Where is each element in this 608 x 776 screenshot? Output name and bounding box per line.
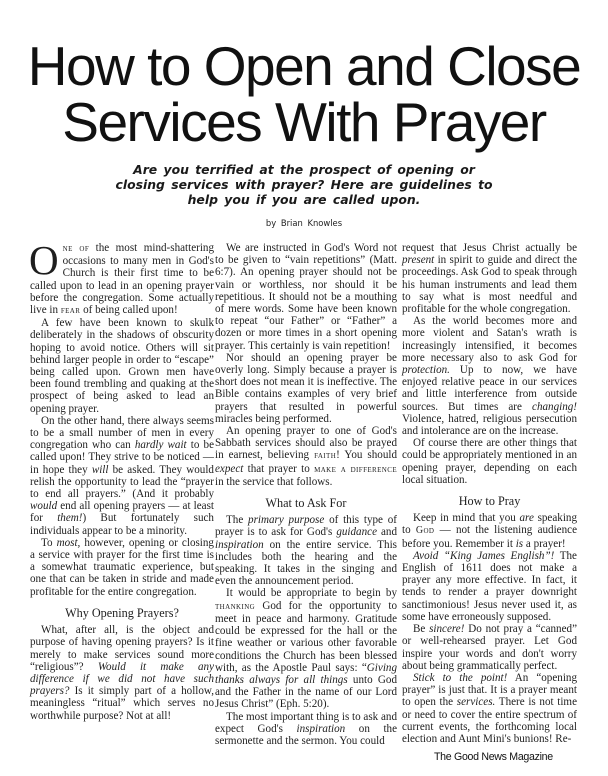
title-line-2: Services With Prayer	[62, 91, 546, 153]
paragraph: The most important thing is to ask and expect God's inspiration on the sermonette and the sermon. You could	[215, 710, 398, 747]
paragraph: One of the most mind-shattering occasions to many men in God's Church is their first time to be called upon to lead in an opening prayer before the congregation. Some actually live in fear of being called upon!	[29, 237, 214, 317]
paragraph: As the world becomes more and more violent and Satan's wrath is increasingly intensified, it becomes more necessary also to ask God for protection. Up to now, we have enjoyed relative peace in our services and little interference from outside sources. But times are changing! Violence, hatred, religious persecution and intolerance are on the increase.	[402, 315, 577, 438]
paragraph: To most, however, opening or closing a service with prayer for the first time is a somewhat traumatic experience, but one that can be taken in stride and made profitable for the entire congregation.	[30, 536, 214, 598]
subheading-how-to-pray: How to Pray	[458, 494, 521, 509]
paragraph: Of course there are other things that could be appropriately mentioned in an opening prayer, depending on each local situation.	[402, 437, 577, 486]
subheading-what-to-ask-for: What to Ask For	[265, 496, 347, 511]
paragraph: The primary purpose of this type of prayer is to ask for God's guidance and inspiration on the entire service. This includes both the hearing and the speaking. It takes in the singing and even the announcement period.	[215, 514, 397, 588]
article-title	[0, 35, 608, 153]
paragraph: Be sincere! Do not pray a “canned” or well-rehearsed prayer. Let God inspire your words and don't worry about being grammatically perfect.	[402, 623, 577, 672]
byline: by Brian Knowles	[265, 218, 343, 228]
paragraph: An opening prayer to one of God's Sabbath services should also be prayed in earnest, believing faith! You should expect that prayer to make a difference in the service that follows.	[215, 425, 397, 488]
paragraph: A few have been known to skulk deliberately in the shadows of obscurity hoping to avoid notice. Others will sit behind larger people in order to “escape” being called upon. Grown men have been found trembling and quaking at the prospect of being asked to lead an opening prayer.	[30, 317, 214, 415]
paragraph: request that Jesus Christ actually be present in spirit to guide and direct the proceedings. Ask God to speak through his human instruments and lead them to say what is most needful and profitable for the whole congregation.	[402, 242, 578, 316]
column-1	[29, 237, 215, 722]
paragraph: On the other hand, there always seems to be a small number of men in every congregation who can hardly wait to be called upon! They strive to be noticed — in hope they will be asked. They would relish the opportunity to lead the “prayer to end all prayers.” (And it probably would end all opening prayers — at least for them!) But fortunately such individuals appear to be a minority.	[30, 414, 215, 537]
paragraph: What, after all, is the object and purpose of having opening prayers? Is it merely to make services sound more “religious”? Would it make any difference if we did not have such prayers? Is it simply part of a hollow, meaningless “ritual” which serves no worthwhile purpose? Not at all!	[30, 624, 214, 722]
column-2	[215, 242, 397, 747]
subheading-why-opening-prayers: Why Opening Prayers?	[65, 605, 179, 620]
paragraph: Stick to the point! An “opening prayer” is just that. It is a prayer meant to open the services. There is not time or need to cover the entire spectrum of current events, the forthcoming local election and Aunt Mini's bunions! Re-	[402, 671, 577, 745]
paragraph: Keep in mind that you are speaking to God — not the listening audience before you. Remember it is a prayer!	[402, 512, 577, 550]
paragraph: Nor should an opening prayer be overly long. Simply because a prayer is short does not mean it is ineffective. The Bible contains examples of very brief prayers that resulted in powerful miracles being performed.	[215, 351, 397, 425]
paragraph: It would be appropriate to begin by thanking God for the opportunity to meet in peace and harmony. Gratitude could be expressed for the hall or the fine weather or various other favorable conditions the Church has been blessed with, as the Apostle Paul says: “Giving thanks always for all things unto God and the Father in the name of our Lord Jesus Christ” (Eph. 5:20).	[215, 587, 398, 711]
paragraph: Avoid “King James English”! The English of 1611 does not make a prayer any more effective. In fact, it tends to render a prayer downright sanctimonious! Jesus never used it, as some have erroneously supposed.	[402, 549, 577, 623]
title-line-1: How to Open and Close	[27, 35, 581, 97]
magazine-footer: The Good News Magazine	[434, 751, 553, 763]
paragraph: We are instructed in God's Word not to be given to “vain repetitions” (Matt. 6:7). An opening prayer should not be vain or worthless, nor should it be repetitious. It should not be a mouthing of mere words. Some have been known to repeat “our Father” or “Father” a dozen or more times in a short opening prayer. This certainly is vain repetition!	[215, 242, 397, 352]
article-deck: Are you terrified at the prospect of opening or closing services with prayer? Here are guidelines to help you if you are called upon.	[115, 162, 493, 207]
column-3	[402, 242, 577, 745]
drop-cap: O	[29, 237, 59, 283]
